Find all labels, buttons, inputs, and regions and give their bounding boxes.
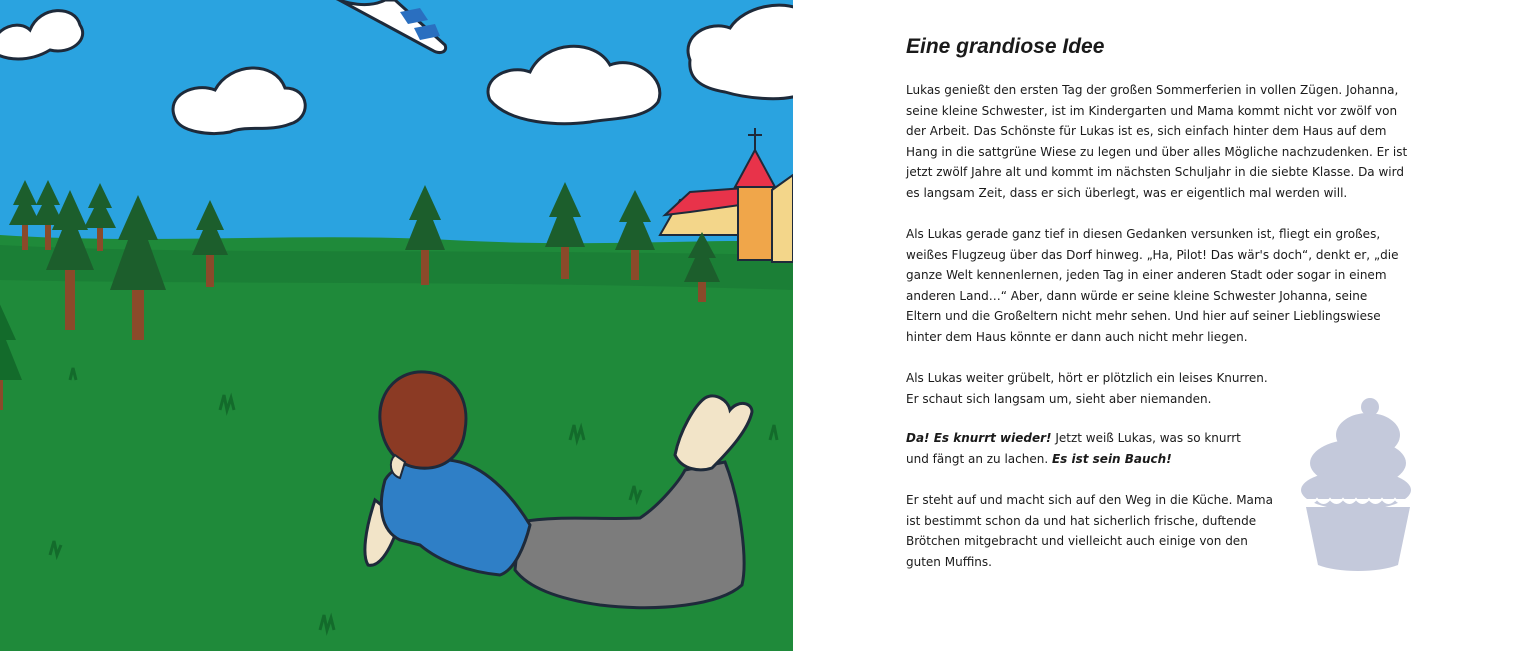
text-line: hinter dem Haus könnte er dann auch nicht mehr liegen. [906,329,1248,344]
text-line: Brötchen mitgebracht und vielleicht auch einige von den [906,534,1248,548]
text-line: Eltern und die Großeltern nicht mehr sehen. Und hier auf seiner Lieblingswiese [906,309,1381,323]
paragraph-3 [906,368,1268,409]
text-line: weißes Flugzeug über das Dorf hinweg. „Ha, Pilot! Das wär's doch“, denkt er, „die [906,247,1399,262]
paragraph-1 [906,80,1407,203]
text-line: Lukas genießt den ersten Tag der großen Sommerferien in vollen Zügen. Johanna, [906,83,1399,97]
muffin-icon [1298,395,1418,575]
text-line: jetzt zwölf Jahre alt und kommt im nächsten Schuljahr in die siebte Klasse. Da wird [906,165,1404,179]
text-line: guten Muffins. [906,554,992,569]
story-title: Eine grandiose Idee [906,35,1105,58]
text-line: der Arbeit. Das Schönste für Lukas ist es, sich einfach hinter dem Haus auf dem [906,124,1387,138]
text-run: Jetzt weiß Lukas, was so knurrt [1051,431,1241,445]
text-run: und fängt an zu lachen. [906,451,1052,466]
text-line: ist bestimmt schon da und hat sicherlich frische, duftende [906,513,1257,528]
text-line: Hang in die sattgrüne Wiese zu legen und über alles Mögliche nachzudenken. Er ist [906,144,1408,159]
text-line: anderen Land…“ Aber, dann würde er seine kleine Schwester Johanna, seine [906,288,1368,303]
emphasis-text: Da! Es knurrt wieder! [906,431,1052,445]
text-line: es langsam Zeit, dass er sich überlegt, was er eigentlich mal werden will. [906,185,1348,200]
text-page [793,0,1520,651]
text-line: Er steht auf und macht sich auf den Weg in die Küche. Mama [906,493,1273,507]
text-line: ganze Welt kennenlernen, jeden Tag in einer anderen Stadt oder sogar in einem [906,268,1387,282]
text-line: Als Lukas gerade ganz tief in diesen Gedanken versunken ist, fliegt ein großes, [906,227,1381,241]
paragraph-4 [906,428,1241,469]
text-line: seine kleine Schwester, ist im Kindergarten und Mama kommt nicht vor zwölf von [906,103,1398,118]
text-line: Als Lukas weiter grübelt, hört er plötzlich ein leises Knurren. [906,371,1268,385]
text-line [906,449,1241,470]
paragraph-5 [906,490,1273,572]
emphasis-text: Es ist sein Bauch! [1051,451,1172,466]
text-line: Er schaut sich langsam um, sieht aber niemanden. [906,391,1212,406]
text-line [906,428,1241,449]
paragraph-2 [906,224,1398,347]
